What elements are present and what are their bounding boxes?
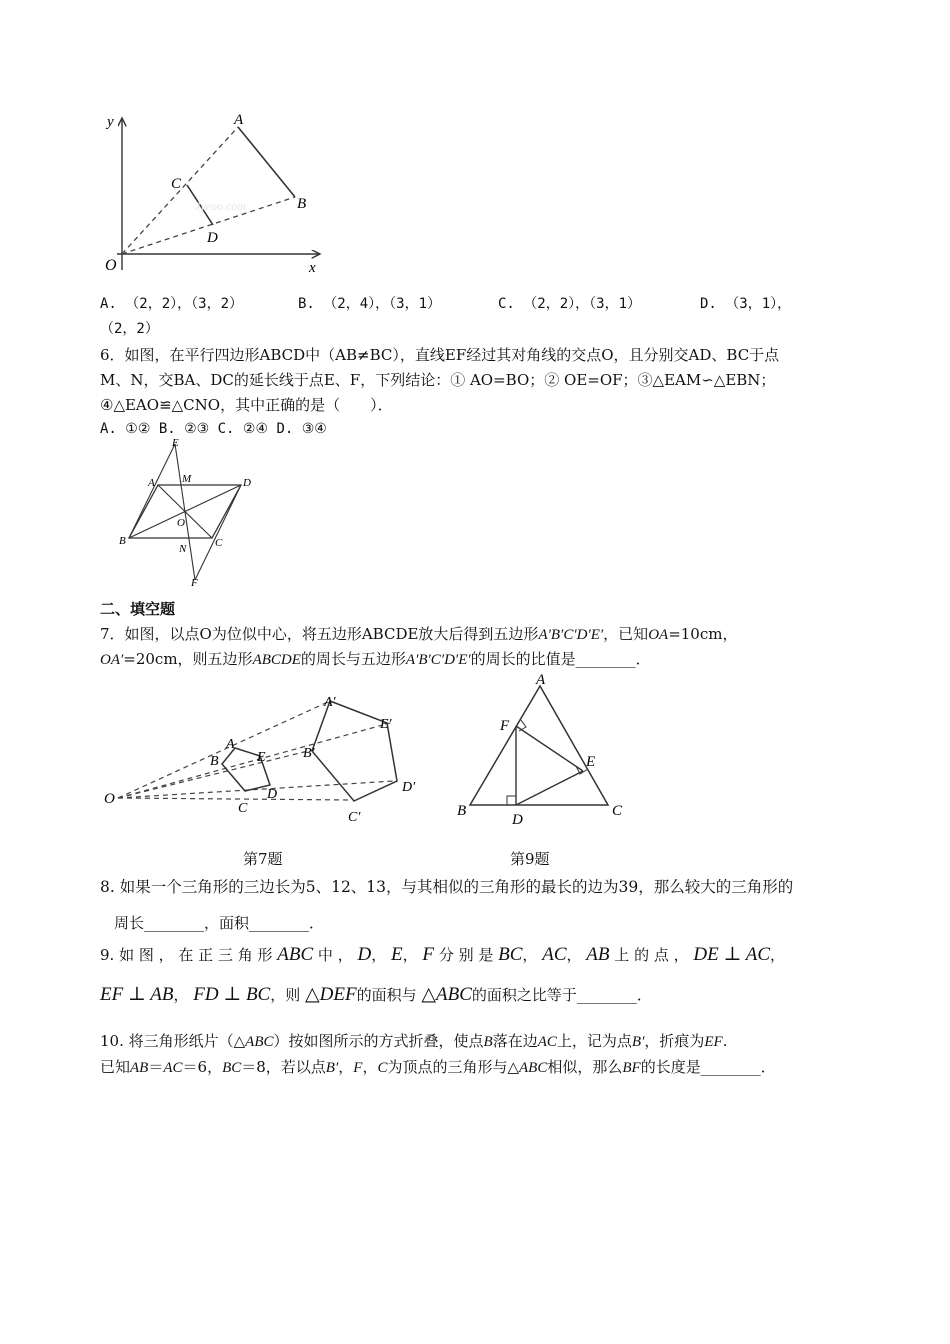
label-c: C bbox=[238, 801, 248, 816]
section-title: 二、填空题 bbox=[100, 600, 176, 618]
label-x: x bbox=[309, 260, 316, 276]
caption-q9: 第9题 bbox=[510, 850, 550, 868]
label-d-prime: D′ bbox=[402, 780, 416, 795]
q7-line2: OA′=20cm，则五边形ABCDE的周长与五边形A′B′C′D′E′的周长的比值是________． bbox=[100, 650, 651, 668]
label-m: M bbox=[182, 473, 192, 485]
label-a: A bbox=[536, 672, 546, 688]
q5-option-d-cont: （2，2） bbox=[100, 321, 159, 337]
label-d: D bbox=[267, 787, 278, 802]
caption-q7: 第7题 bbox=[243, 850, 283, 868]
q6-line3: ④△EAO≌△CNO，其中正确的是（ ）． bbox=[100, 396, 393, 414]
label-b: B bbox=[457, 803, 467, 819]
label-b-prime: B′ bbox=[303, 746, 315, 761]
watermark: Jyeoo.com bbox=[195, 199, 246, 213]
label-e-prime: E′ bbox=[380, 717, 392, 732]
label-e: E bbox=[586, 754, 596, 770]
label-c: C bbox=[171, 176, 182, 192]
q9-line1: 9. 如 图 ， 在 正 三 角 形 ABC 中 ， D， E， F 分 别 是 BC， AC， AB 上 的 点 ， DE ⊥ AC， bbox=[100, 944, 786, 965]
label-y: y bbox=[107, 114, 114, 130]
q8-line1: 8. 如果一个三角形的三边长为5、12、13，与其相似的三角形的最长的边为39，那么较大的三角形的 bbox=[100, 878, 794, 896]
figure-q6-parallelogram bbox=[115, 438, 265, 588]
q5-option-c: C. （2，2），（3，1） bbox=[498, 296, 642, 312]
figure-q9-triangle bbox=[450, 668, 640, 828]
figure-q5-coordinate bbox=[95, 110, 335, 280]
q10-line1: 10. 将三角形纸片（△ABC）按如图所示的方式折叠，使点B落在边AC上，记为点B′，折痕为EF. bbox=[100, 1032, 728, 1050]
label-a: A bbox=[234, 112, 244, 128]
label-e: E bbox=[172, 438, 179, 449]
figure-q7-pentagons bbox=[100, 668, 440, 828]
q5-option-b: B. （2，4），（3，1） bbox=[298, 296, 442, 312]
label-e: E bbox=[257, 750, 266, 765]
label-o: O bbox=[105, 257, 117, 274]
q7-line1: 7．如图，以点O为位似中心，将五边形ABCDE放大后得到五边形A′B′C′D′E′，已知OA=10cm， bbox=[100, 625, 738, 643]
q6-options: A. ①② B. ②③ C. ②④ D. ③④ bbox=[100, 421, 327, 437]
label-b: B bbox=[297, 196, 307, 212]
label-a: A bbox=[226, 737, 235, 752]
label-f: F bbox=[500, 718, 510, 734]
q6-line2: M、N，交BA、DC的延长线于点E、F，下列结论：① AO=BO；② OE=OF；③△EAM∽△EBN； bbox=[100, 371, 776, 389]
label-d: D bbox=[243, 477, 251, 489]
label-o: O bbox=[104, 791, 115, 807]
q5-option-a: A. （2，2），（3，2） bbox=[100, 296, 244, 312]
label-d: D bbox=[512, 812, 523, 828]
q10-line2: 已知AB＝AC＝6，BC＝8，若以点B′，F，C为顶点的三角形与△ABC相似，那么BF的长度是________． bbox=[100, 1058, 776, 1076]
q5-option-d: D. （3，1）， bbox=[700, 296, 792, 312]
label-b: B bbox=[210, 754, 219, 769]
q6-line1: 6．如图，在平行四边形ABCD中（AB≠BC），直线EF经过其对角线的交点O，且分别交AD、BC于点 bbox=[100, 346, 780, 364]
label-n: N bbox=[179, 543, 187, 555]
q9-line2: EF ⊥ AB， FD ⊥ BC，则 △DEF的面积与 △ABC的面积之比等于________． bbox=[100, 984, 652, 1005]
label-f: F bbox=[191, 577, 198, 588]
label-a-prime: A′ bbox=[324, 695, 336, 710]
label-c: C bbox=[612, 803, 623, 819]
label-b: B bbox=[119, 535, 126, 547]
label-c: C bbox=[215, 537, 223, 549]
label-c-prime: C′ bbox=[348, 810, 361, 825]
label-d: D bbox=[207, 230, 218, 246]
q8-line2: 周长________，面积________． bbox=[114, 914, 325, 932]
label-a: A bbox=[148, 477, 155, 489]
segment-ab bbox=[238, 127, 295, 197]
label-o: O bbox=[177, 517, 185, 529]
